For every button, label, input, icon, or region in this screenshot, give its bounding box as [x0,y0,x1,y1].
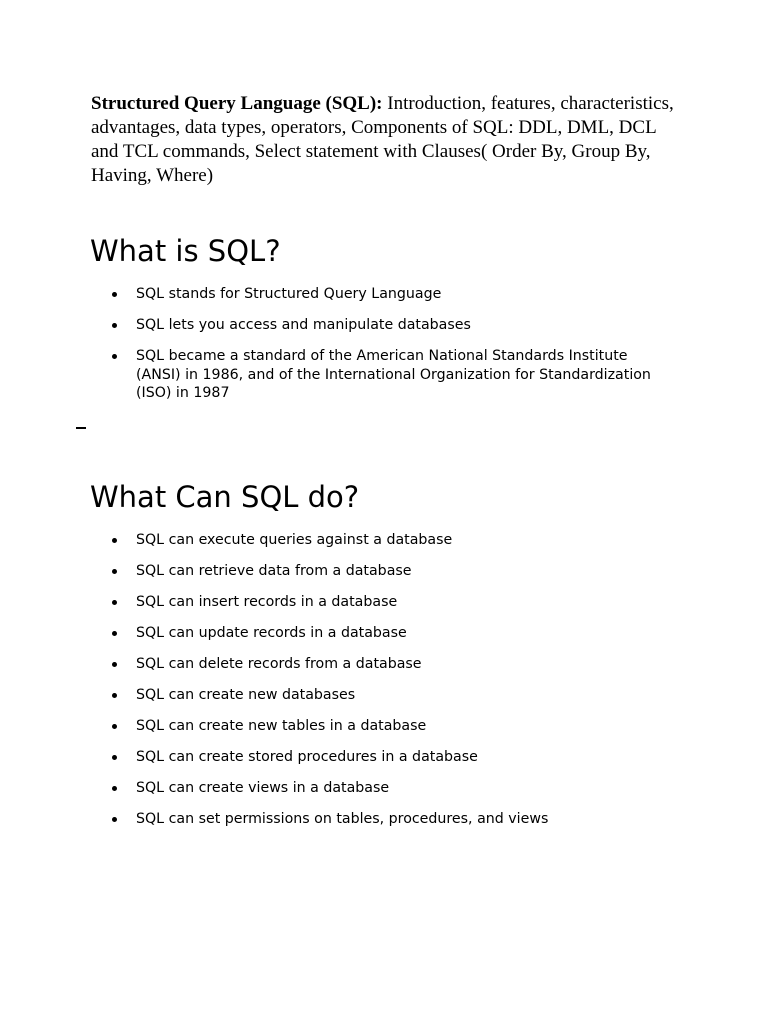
list-item [0,686,676,705]
list-item-text: SQL stands for Structured Query Language [136,286,442,302]
list-item-text: SQL became a standard of the American National Standards Institute (ANSI) in 1986, and of the International Organization for Standardization (ISO) in 1987 [136,348,651,401]
bullet-icon [112,786,117,791]
list-item-text: SQL can create views in a database [136,780,390,796]
bullet-icon [112,693,117,698]
list-item [0,285,676,304]
bullet-icon [112,631,117,636]
bullet-icon [112,292,117,297]
list-item-text: SQL can set permissions on tables, procedures, and views [136,811,549,827]
list-item [0,717,676,736]
list-item-text: SQL can create new tables in a database [136,718,427,734]
list-item-text: SQL can execute queries against a database [136,532,453,548]
list-item [0,316,676,335]
bullet-icon [112,662,117,667]
bullet-icon [112,569,117,574]
bullet-icon [112,323,117,328]
bullet-icon [112,724,117,729]
list-item [0,748,676,767]
bullet-icon [112,354,117,359]
list-item-text: SQL can update records in a database [136,625,407,641]
bullet-icon [112,600,117,605]
list-item [0,347,676,403]
list-item [0,655,676,674]
list-item [0,531,676,550]
list-item-text: SQL can create stored procedures in a database [136,749,478,765]
bullet-icon [112,538,117,543]
section-heading-what-is-sql: What is SQL? [90,234,281,268]
list-item [0,562,676,581]
intro-text: Introduction, features, characteristics, advantages, data types, operators, Components of SQL: DDL, DML, DCL and TCL commands, Select statement with Clauses( Order By, Group By, Having, Where) [91,93,674,186]
list-item-text: SQL lets you access and manipulate databases [136,317,471,333]
bullet-icon [112,755,117,760]
intro-lead: Structured Query Language (SQL): [91,93,383,114]
bullet-icon [112,817,117,822]
list-item [0,624,676,643]
dash-mark [76,427,86,429]
list-item [0,593,676,612]
list-item-text: SQL can insert records in a database [136,594,398,610]
section-heading-what-can-sql-do: What Can SQL do? [90,480,360,514]
intro-paragraph [91,92,681,188]
what-is-sql-list [0,285,676,415]
what-can-sql-do-list [0,531,676,841]
list-item [0,779,676,798]
list-item-text: SQL can create new databases [136,687,356,703]
list-item-text: SQL can retrieve data from a database [136,563,412,579]
list-item [0,810,676,829]
list-item-text: SQL can delete records from a database [136,656,422,672]
